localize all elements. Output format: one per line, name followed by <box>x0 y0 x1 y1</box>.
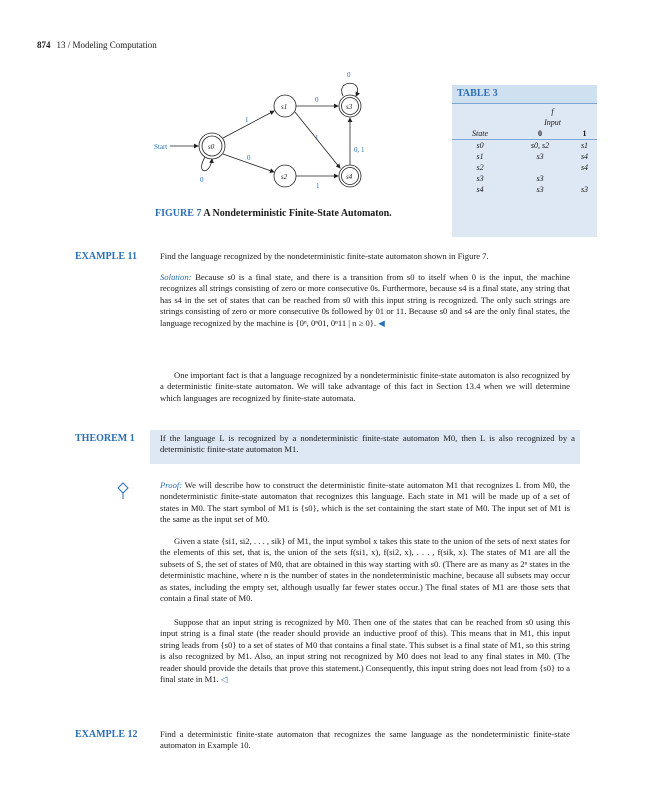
table-col-0: 0 <box>508 128 572 140</box>
end-solution-icon: ◀ <box>378 317 385 328</box>
table-col-1: 1 <box>572 128 597 140</box>
transition-table <box>452 85 597 237</box>
proof-p3-text: Suppose that an input string is recognized by M0. Then one of the states that can be reached from s0 using this input string is a final state (the reader should provide an inductive proof of this). This means that in M1, this input string leads from {s0} to a set of states of M0 that contains a final state. This subset is a final state of M1, so this string is also recognized by M1. Also, an input string not recognized by M0 does not lead to any final states in M0. (The reader should provide the details that prove this statement.) Consequently, this input string does not lead from {s0} to a final state in M1. <box>160 617 570 685</box>
edge-label-s0-loop: 0 <box>200 176 204 184</box>
table-cell: s4 <box>476 185 484 194</box>
table-cell: s3 <box>536 174 544 183</box>
edge-label-s3-s4: 0, 1 <box>354 146 365 154</box>
proof-p3 <box>160 617 570 685</box>
figure-title: A Nondeterministic Finite-State Automaton. <box>203 208 392 219</box>
table-cell: s3 <box>536 152 544 161</box>
state-s2: s2 <box>281 173 288 181</box>
table-cell: s4 <box>580 163 589 172</box>
proof-p1-text: We will describe how to construct the deterministic finite-state automaton M1 that recognizes L from M0, the nondeterministic finite-state automaton that recognizes this language. Each state in M1 will be made up of a set of states in M0. The start symbol of M1 is {s0}, which is the set containing the start state of M0. The input set of M1 is the same as the input set of M0. <box>160 480 570 525</box>
solution-block <box>160 272 570 329</box>
table-cell: s4 <box>580 152 589 161</box>
edge-label-s3-loop: 0 <box>347 71 351 79</box>
proof-label: Proof: <box>160 480 183 490</box>
theorem-1-label: THEOREM 1 <box>75 433 135 444</box>
theorem-1-text: If the language L is recognized by a nondeterministic finite-state automaton M0, then L is also recognized by a deterministic finite-state automaton M1. <box>160 433 575 455</box>
table-cell: s3 <box>476 174 484 183</box>
example-11-text: Find the language recognized by the nondeterministic finite-state automaton shown in Figure 7. <box>160 251 489 261</box>
chapter-title: 13 / Modeling Computation <box>56 40 157 50</box>
state-s4: s4 <box>346 173 353 181</box>
solution-label: Solution: <box>160 272 192 282</box>
edge-label-s1-s4: 1 <box>315 134 319 142</box>
running-header <box>37 40 157 50</box>
example-12-label: EXAMPLE 12 <box>75 729 138 740</box>
edge-label-s1-s3: 0 <box>315 96 319 104</box>
proof-p2: Given a state {si1, si2, . . . , sik} of M1, the input symbol x takes this state to the union of the sets of next states for the elements of this set, that is, the union of the sets f(si1, x), f(si2, x), . . . , f(sik, x). The states of M1 are all the subsets of S, the set of states of M0, that are obtained in this way starting with s0. (There are as many as 2ⁿ states in the deterministic machine, where n is the number of states in the nondeterministic machine, because all subsets may occur as states, including the empty set, although usually far fewer states occur.) The final states of M1 are those sets that contain a final state of M0. <box>160 536 570 604</box>
table-cell: s2 <box>476 163 484 172</box>
example-11-label: EXAMPLE 11 <box>75 251 137 262</box>
table-row <box>452 140 597 152</box>
table-cell: s0 <box>476 141 484 150</box>
table-cell <box>508 162 572 173</box>
table-row <box>452 151 597 162</box>
table-cell <box>572 173 597 184</box>
table-state-label: State <box>452 128 508 140</box>
example-12-text: Find a deterministic finite-state automaton that recognizes the same language as the nondeterministic finite-state automaton in Example 10. <box>160 729 570 751</box>
figure-label: FIGURE 7 <box>155 208 202 219</box>
state-s3: s3 <box>346 103 353 111</box>
table-row <box>452 173 597 184</box>
edge-label-s2-s4: 1 <box>316 182 320 190</box>
figure-caption <box>155 207 395 220</box>
table-cell: s3 <box>536 185 544 194</box>
state-s0: s0 <box>208 143 215 151</box>
link-icon <box>117 482 129 500</box>
fact-paragraph: One important fact is that a language recognized by a nondeterministic finite-state automaton is also recognized by a deterministic finite-state automaton. We will take advantage of this fact in Section 13.4 when we will determine which languages are recognized by finite-state automata. <box>160 370 570 403</box>
start-label: Start <box>154 143 168 151</box>
table-cell: s1 <box>476 152 484 161</box>
edge-label-s0-s2: 0 <box>247 154 251 162</box>
state-s1: s1 <box>281 103 288 111</box>
table-cell: s1 <box>580 141 589 150</box>
page-number: 874 <box>37 40 51 50</box>
table-title: TABLE 3 <box>452 85 597 104</box>
table-input-label: Input <box>544 118 561 127</box>
proof-p1 <box>160 480 570 526</box>
solution-text: Because s0 is a final state, and there is a transition from s0 to itself when 0 is the input, the machine recognizes all strings consisting of zero or more consecutive 0s. Furthermore, because s4 is a final state, any string that has s4 in the set of states that can be reached from s0 with this input string is recognized. The only such strings are strings consisting of zero or more consecutive 0s followed by 01 or 11. Because s0 and s4 are the only final states, the language recognized by the machine is {0ⁿ, 0ⁿ01, 0ⁿ11 | n ≥ 0}. <box>160 272 570 328</box>
table-f-label: f <box>551 107 554 116</box>
table-row <box>452 184 597 195</box>
table-row <box>452 162 597 173</box>
end-proof-icon: ◁ <box>220 674 228 685</box>
table-cell: s0, s2 <box>530 141 550 150</box>
table-cell: s3 <box>580 185 589 194</box>
edge-label-s0-s1: 1 <box>245 116 249 124</box>
